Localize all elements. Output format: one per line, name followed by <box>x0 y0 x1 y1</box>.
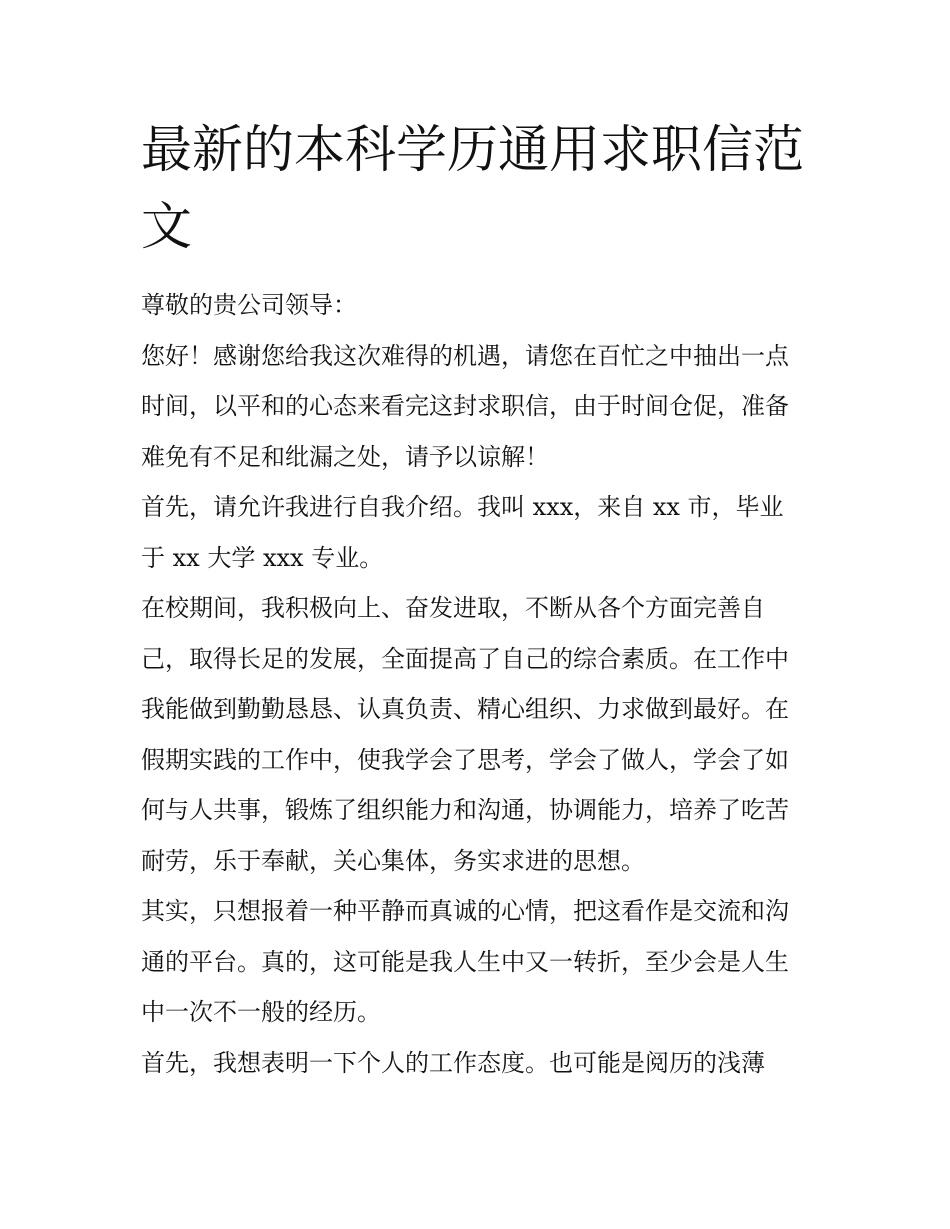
greeting-paragraph <box>141 331 813 483</box>
text-line: 在校期间，我积极向上、奋发进取，不断从各个方面完善自 <box>141 594 765 622</box>
text-line: 中一次不一般的经历。 <box>141 998 381 1026</box>
text-line: 您好！感谢您给我这次难得的机遇，请您在百忙之中抽出一点 <box>141 341 789 370</box>
text-line: 我能做到勤勤恳恳、认真负责、精心组织、力求做到最好。在 <box>141 695 789 723</box>
title-line: 文 <box>141 198 193 257</box>
work-attitude-paragraph <box>141 1038 813 1089</box>
introduction-paragraph <box>141 482 813 583</box>
text-line: 其实，只想报着一种平静而真诚的心情，把这看作是交流和沟 <box>141 897 789 925</box>
text-line: 难免有不足和纰漏之处，请予以谅解！ <box>141 442 549 471</box>
salutation-paragraph <box>141 280 813 331</box>
text-line: 首先，请允许我进行自我介绍。我叫 xxx，来自 xx 市，毕业 <box>141 493 784 521</box>
text-line: 耐劳，乐于奉献，关心集体，务实求进的思想。 <box>141 846 645 875</box>
text-line: 于 xx 大学 xxx 专业。 <box>141 543 384 572</box>
text-line: 首先，我想表明一下个人的工作态度。也可能是阅历的浅薄 <box>141 1048 765 1077</box>
text-line: 时间，以平和的心态来看完这封求职信，由于时间仓促，准备 <box>141 392 789 420</box>
sincerity-paragraph <box>141 886 813 1038</box>
text-line: 何与人共事，锻炼了组织能力和沟通，协调能力，培养了吃苦 <box>141 796 789 824</box>
document-body <box>141 112 813 1088</box>
title-line: 最新的本科学历通用求职信范 <box>141 121 805 180</box>
text-line: 通的平台。真的，这可能是我人生中又一转折，至少会是人生 <box>141 947 789 976</box>
text-line: 己，取得长足的发展，全面提高了自己的综合素质。在工作中 <box>141 644 789 673</box>
page-title <box>141 112 813 266</box>
text-line: 尊敬的贵公司领导： <box>141 291 357 319</box>
school-experience-paragraph <box>141 583 813 886</box>
text-line: 假期实践的工作中，使我学会了思考，学会了做人，学会了如 <box>141 745 789 774</box>
